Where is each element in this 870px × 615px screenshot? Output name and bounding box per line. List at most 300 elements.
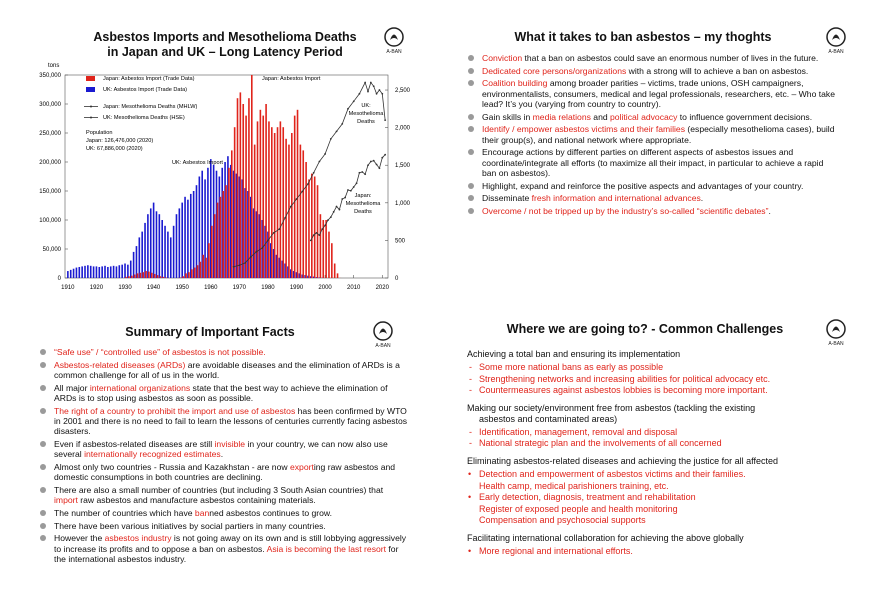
- uk-import-bar: [84, 266, 86, 278]
- japan-deaths-point: [333, 211, 335, 213]
- y-left-tick-label: 300,000: [39, 102, 61, 108]
- uk-import-bar: [124, 264, 126, 279]
- uk-import-bar: [167, 232, 169, 278]
- x-tick-label: 1920: [89, 285, 104, 291]
- japan-import-bar: [331, 243, 333, 278]
- item-text: with a strong will to achieve a ban on asbestos.: [626, 65, 809, 76]
- aban-logo-icon: [823, 317, 849, 347]
- japan-deaths-point: [370, 161, 372, 163]
- uk-deaths-point: [379, 89, 381, 91]
- uk-import-bar: [119, 265, 121, 278]
- item-text: Gain skills in: [482, 111, 533, 122]
- japan-import-bar: [148, 272, 150, 278]
- uk-import-bar: [81, 266, 83, 278]
- japan-import-bar: [154, 274, 156, 278]
- x-tick-label: 1990: [289, 285, 304, 291]
- item-text: is not going away on its own and is still lobbying aggressively to increase its profits and to oppose a ban on asbestos.: [54, 533, 407, 554]
- ban-asbestos-panel: [435, 0, 870, 307]
- ban-thought-item: [465, 53, 840, 63]
- item-text: (especially mesothelioma cases), build their group(s), and national network where appropriate.: [482, 124, 835, 145]
- japan-deaths-point: [376, 164, 378, 166]
- ban-thought-item: [465, 66, 840, 76]
- japan-import-bar: [185, 273, 187, 278]
- japan-deaths-point: [367, 164, 369, 166]
- item-text: ing raw asbestos and domestic consumptions in both countries are declining.: [54, 462, 396, 483]
- challenge-heading: Eliminating asbestos-related diseases and achieving the justice for all affected: [467, 455, 779, 466]
- japan-import-bar: [160, 276, 162, 278]
- japan-import-bar: [228, 168, 230, 278]
- fact-item: [37, 462, 409, 483]
- japan-deaths-point: [350, 190, 352, 192]
- svg-text:A-BAN: A-BAN: [386, 49, 402, 55]
- japan-import-bar: [260, 110, 262, 278]
- ban-thought-item: [465, 124, 840, 145]
- challenge-list: [467, 427, 857, 450]
- uk-import-bar: [150, 208, 152, 278]
- challenge-item: [467, 546, 857, 558]
- uk-import-bar: [101, 266, 103, 278]
- uk-import-bar: [121, 265, 123, 278]
- uk-deaths-point: [373, 85, 375, 87]
- japan-deaths-point: [324, 224, 326, 226]
- japan-import-bar: [211, 226, 213, 278]
- japan-deaths-point: [336, 206, 338, 208]
- japan-import-bar: [317, 185, 319, 278]
- japan-import-bar: [197, 265, 199, 278]
- japan-import-bar: [191, 269, 193, 278]
- japan-import-bar: [188, 272, 190, 278]
- ban-thought-item: [465, 206, 840, 216]
- uk-deaths-point: [284, 217, 286, 219]
- uk-deaths-annotation: Mesothelioma: [348, 111, 384, 117]
- legend-label: UK: Asbestos Import (Trade Data): [103, 87, 188, 93]
- japan-deaths-point: [373, 160, 375, 162]
- japan-deaths-point: [330, 216, 332, 218]
- uk-import-bar: [176, 214, 178, 278]
- challenge-item: [467, 492, 857, 527]
- japan-deaths-point: [359, 172, 361, 174]
- facts-panel: [0, 307, 435, 615]
- item-highlight: Conviction: [482, 53, 523, 63]
- item-text: .: [700, 193, 704, 204]
- uk-deaths-point: [233, 266, 235, 268]
- uk-import-annotation: UK: Asbestos Import: [172, 160, 223, 166]
- japan-import-bar: [137, 273, 139, 278]
- item-text: However the: [54, 533, 105, 544]
- item-text: All major: [54, 382, 90, 393]
- challenge-item: [467, 374, 857, 386]
- item-text: The number of countries which have: [54, 508, 195, 518]
- x-tick-label: 1980: [261, 285, 275, 291]
- item-text: ned asbestos continues to grow.: [209, 508, 333, 518]
- japan-import-bar: [274, 133, 276, 278]
- japan-import-bar: [217, 203, 219, 278]
- challenge-item-line: - National strategic plan and the involvements of all concerned: [479, 438, 722, 449]
- japan-import-bar: [305, 162, 307, 278]
- item-text: .: [220, 449, 224, 460]
- uk-deaths-point: [267, 240, 269, 242]
- challenge-item-line: Compensation and psychosocial supports: [479, 515, 646, 526]
- japan-import-bar: [131, 276, 133, 278]
- item-highlight: Dedicated core persons/organizations: [482, 65, 627, 76]
- japan-import-bar: [182, 276, 184, 278]
- fact-item: [37, 485, 409, 506]
- challenge-item-line: - Some more national bans as early as possible: [479, 362, 664, 372]
- item-text: state that the best way to achieve the elimination of ARDs is to stop using asbestos as soon as possible.: [54, 382, 388, 403]
- uk-import-bar: [190, 194, 192, 278]
- uk-deaths-point: [307, 183, 309, 185]
- x-tick-label: 1930: [118, 285, 132, 291]
- facts-list: [37, 347, 409, 567]
- japan-deaths-point: [310, 240, 312, 242]
- japan-import-bar: [282, 127, 284, 278]
- y-right-tick-label: 500: [395, 238, 406, 245]
- ban-thought-item: [465, 112, 840, 122]
- item-highlight: internationally recognized estimates: [84, 449, 221, 460]
- svg-text:A-BAN: A-BAN: [828, 49, 844, 55]
- japan-import-bar: [242, 104, 244, 278]
- uk-import-bar: [133, 252, 135, 278]
- item-highlight: political advocacy: [610, 111, 678, 122]
- uk-deaths-point: [278, 228, 280, 230]
- item-text: Disseminate: [482, 193, 532, 204]
- uk-deaths-point: [367, 91, 369, 93]
- uk-import-bar: [139, 237, 141, 278]
- japan-deaths-point: [344, 197, 346, 199]
- uk-import-bar: [127, 265, 129, 278]
- challenge-item-line: - Strengthening networks and increasing abilities for political advocacy etc.: [479, 373, 771, 384]
- challenges-panel-title: Where we are going to? - Common Challenges: [506, 322, 784, 336]
- japan-deaths-line: [311, 155, 385, 241]
- challenge-item: [467, 385, 857, 397]
- fact-item: [37, 383, 409, 404]
- uk-deaths-point: [341, 123, 343, 125]
- uk-import-bar: [107, 267, 109, 278]
- uk-deaths-point: [364, 82, 366, 84]
- y-left-tick-label: 250,000: [39, 131, 61, 137]
- uk-import-bar: [179, 208, 181, 278]
- japan-import-bar: [157, 275, 159, 278]
- japan-import-bar: [334, 264, 336, 279]
- japan-deaths-point: [364, 173, 366, 175]
- uk-import-bar: [141, 232, 143, 278]
- ban-thought-item: [465, 78, 840, 109]
- legend-marker: [90, 106, 92, 108]
- challenge-heading: Facilitating international collaboration for achieving the above globally: [467, 532, 744, 543]
- x-tick-label: 1940: [146, 285, 161, 291]
- challenge-list: [467, 362, 857, 397]
- population-japan: Japan: 126,476,000 (2020): [86, 138, 154, 144]
- japan-import-bar: [265, 104, 267, 278]
- japan-import-bar: [134, 275, 136, 278]
- japan-import-bar: [222, 191, 224, 278]
- x-tick-label: 2000: [318, 285, 332, 291]
- uk-import-bar: [90, 266, 92, 278]
- item-highlight: “Safe use” / “controlled use” of asbestos is not possible.: [54, 347, 266, 357]
- svg-text:A-BAN: A-BAN: [375, 343, 391, 349]
- challenge-item: [467, 469, 857, 492]
- uk-import-bar: [164, 226, 166, 278]
- japan-import-bar: [320, 214, 322, 278]
- fact-item: [37, 406, 409, 437]
- japan-import-bar: [248, 98, 250, 278]
- mesothelioma-chart: [0, 0, 435, 307]
- japan-import-bar: [285, 139, 287, 278]
- ban-thought-item: [465, 147, 840, 178]
- y-left-tick-label: 150,000: [39, 189, 61, 195]
- japan-import-bar: [202, 255, 204, 278]
- item-text: Almost only two countries - Russia and Kazakhstan - are now: [54, 462, 290, 472]
- legend-label: Japan: Asbestos Import (Trade Data): [103, 76, 195, 82]
- item-highlight: invisible: [214, 439, 246, 449]
- y-right-tick-label: 1,000: [395, 200, 411, 207]
- y-left-tick-label: 0: [57, 276, 61, 282]
- item-text: for the international asbestos industry.: [54, 543, 399, 564]
- japan-import-bar: [162, 277, 164, 278]
- uk-deaths-point: [244, 262, 246, 264]
- item-highlight: fresh information and international advances: [531, 193, 701, 204]
- japan-import-annotation: Japan: Asbestos Import: [262, 76, 321, 82]
- japan-import-bar: [297, 110, 299, 278]
- japan-import-bar: [302, 150, 304, 278]
- challenges-panel: [435, 307, 870, 615]
- uk-import-bar: [73, 269, 75, 278]
- uk-import-bar: [144, 223, 146, 278]
- japan-import-bar: [308, 179, 310, 278]
- japan-import-bar: [208, 243, 210, 278]
- item-text: has been confirmed by WTO in 2001 and there is no need to fail to learn the lessons of centuries currently facing asbestos disasters.: [54, 405, 408, 437]
- ban-thoughts-list: [465, 53, 840, 218]
- uk-import-bar: [161, 220, 163, 278]
- japan-deaths-point: [381, 157, 383, 159]
- japan-deaths-annotation: Deaths: [354, 209, 372, 215]
- y-unit-label: tons: [48, 63, 60, 69]
- japan-import-bar: [245, 116, 247, 278]
- japan-import-bar: [254, 145, 256, 278]
- item-text: There are also a small number of countries (but including 3 South Asian countries) that: [54, 485, 384, 495]
- japan-import-bar: [214, 214, 216, 278]
- uk-deaths-point: [384, 119, 386, 121]
- svg-text:A-BAN: A-BAN: [828, 341, 844, 347]
- japan-import-bar: [200, 262, 202, 278]
- japan-import-bar: [257, 121, 259, 278]
- uk-deaths-point: [336, 130, 338, 132]
- legend-swatch: [86, 87, 95, 92]
- japan-import-bar: [180, 277, 182, 278]
- item-text: Even if asbestos-related diseases are still: [54, 439, 215, 449]
- japan-import-bar: [237, 98, 239, 278]
- item-text: among broader parities – victims, trade unions, OSH campaigners, environmentalists, consumers, medical and legal professionals, researchers, etc. – Who take lead? It’s you (varying from country to country).: [482, 78, 835, 109]
- uk-import-bar: [159, 214, 161, 278]
- uk-deaths-point: [290, 206, 292, 208]
- legend-label: UK: Mesothelioma Deaths (HSE): [103, 115, 185, 121]
- item-text: and: [590, 111, 611, 122]
- uk-import-bar: [116, 266, 118, 278]
- item-highlight: ban: [194, 508, 210, 518]
- uk-import-bar: [184, 197, 186, 278]
- japan-deaths-point: [384, 154, 386, 156]
- uk-deaths-point: [330, 138, 332, 140]
- fact-item: [37, 508, 409, 518]
- uk-import-bar: [78, 267, 80, 278]
- japan-deaths-point: [313, 234, 315, 236]
- item-highlight: Overcome / not be tripped up by the industry’s so-called “scientific debates”: [482, 205, 769, 216]
- x-tick-label: 1950: [175, 285, 189, 291]
- item-text: that a ban on asbestos could save an enormous number of lives in the future.: [522, 53, 819, 63]
- japan-deaths-point: [339, 209, 341, 211]
- item-text: to influence government decisions.: [677, 111, 813, 122]
- japan-deaths-point: [379, 167, 381, 169]
- fact-item: [37, 521, 409, 531]
- japan-import-bar: [125, 277, 127, 278]
- uk-deaths-point: [273, 232, 275, 234]
- fact-item: [37, 533, 409, 564]
- uk-import-bar: [153, 203, 155, 278]
- y-left-tick-label: 100,000: [39, 218, 61, 224]
- item-text: are avoidable diseases and the elimination of ARDs is a common challenge for all of us in the world.: [54, 359, 400, 380]
- japan-import-bar: [268, 121, 270, 278]
- y-right-tick-label: 2,000: [395, 125, 411, 132]
- japan-import-bar: [145, 271, 147, 278]
- legend-marker: [90, 117, 92, 119]
- aban-logo-icon: [823, 25, 849, 55]
- japan-import-bar: [220, 197, 222, 278]
- item-highlight: international organizations: [89, 382, 191, 393]
- japan-import-bar: [271, 127, 273, 278]
- uk-deaths-point: [250, 256, 252, 258]
- item-highlight: Identify / empower asbestos victims and their families: [482, 124, 685, 135]
- challenge-item-line: • More regional and international efforts.: [479, 545, 633, 556]
- item-text: in your country, we can now also use several: [54, 439, 388, 460]
- y-right-tick-label: 0: [395, 276, 399, 282]
- japan-import-bar: [205, 258, 207, 278]
- japan-deaths-point: [353, 186, 355, 188]
- japan-import-bar: [280, 121, 282, 278]
- uk-deaths-point: [359, 93, 361, 95]
- uk-import-bar: [96, 266, 98, 278]
- japan-import-bar: [128, 276, 130, 278]
- chart-title-line2: in Japan and UK – Long Latency Period: [107, 45, 343, 59]
- y-left-tick-label: 50,000: [42, 247, 61, 253]
- uk-deaths-point: [376, 93, 378, 95]
- item-highlight: media relations: [532, 111, 591, 122]
- item-text: There have been various initiatives by social partiers in many countries.: [54, 520, 326, 531]
- item-text: .: [768, 205, 771, 216]
- japan-deaths-point: [347, 189, 349, 191]
- y-right-tick-label: 2,500: [395, 88, 411, 95]
- japan-import-bar: [142, 272, 144, 278]
- y-right-tick-label: 1,500: [395, 163, 411, 170]
- japan-import-bar: [300, 145, 302, 278]
- challenge-item-line: • Detection and empowerment of asbestos victims and their families.: [479, 468, 746, 479]
- japan-import-bar: [325, 220, 327, 278]
- challenge-item-line: Health camp, medical parishioners training, etc.: [479, 480, 669, 491]
- uk-deaths-point: [324, 153, 326, 155]
- uk-deaths-annotation: Deaths: [357, 119, 375, 125]
- uk-import-bar: [110, 266, 112, 278]
- chart-panel: [0, 0, 435, 307]
- uk-deaths-point: [261, 247, 263, 249]
- uk-import-bar: [147, 214, 149, 278]
- uk-import-bar: [187, 200, 189, 278]
- japan-deaths-point: [327, 219, 329, 221]
- y-left-tick-label: 350,000: [39, 73, 61, 79]
- japan-deaths-point: [361, 171, 363, 173]
- uk-import-bar: [193, 191, 195, 278]
- aban-logo-icon: [370, 319, 396, 349]
- japan-deaths-point: [356, 182, 358, 184]
- uk-deaths-point: [301, 191, 303, 193]
- japan-import-bar: [294, 116, 296, 278]
- challenge-item-line: Register of exposed people and health monitoring: [479, 503, 678, 514]
- population-title: Population: [86, 130, 113, 136]
- japan-deaths-point: [316, 232, 318, 234]
- uk-import-bar: [113, 266, 115, 278]
- challenge-item-line: - Identification, management, removal and disposal: [479, 426, 678, 437]
- uk-import-bar: [87, 265, 89, 278]
- challenge-item: [467, 438, 857, 450]
- y-left-tick-label: 200,000: [39, 160, 61, 166]
- japan-import-bar: [262, 116, 264, 278]
- challenge-item-line: - Countermeasures against asbestos lobbies is becoming more important.: [479, 385, 768, 396]
- japan-import-bar: [231, 150, 233, 278]
- uk-deaths-point: [256, 251, 258, 253]
- uk-import-bar: [130, 261, 132, 278]
- japan-import-bar: [328, 232, 330, 278]
- japan-import-bar: [225, 185, 227, 278]
- challenge-heading-cont: asbestos and contaminated areas): [479, 413, 618, 424]
- item-highlight: The right of a country to prohibit the import and use of asbestos: [54, 405, 296, 416]
- challenges-body: [467, 349, 857, 564]
- item-highlight: Asbestos-related diseases (ARDs): [54, 359, 186, 370]
- uk-deaths-point: [347, 108, 349, 110]
- japan-import-bar: [165, 277, 167, 278]
- item-text: raw asbestos and manufacture asbestos containing materials.: [77, 495, 316, 506]
- challenge-heading: Making our society/environment free from asbestos (tackling the existing: [467, 402, 756, 413]
- uk-import-bar: [104, 266, 106, 278]
- legend-swatch: [86, 76, 95, 81]
- japan-import-bar: [140, 273, 142, 278]
- uk-deaths-point: [296, 198, 298, 200]
- uk-import-bar: [99, 267, 101, 278]
- uk-import-bar: [181, 203, 183, 278]
- japan-deaths-point: [318, 234, 320, 236]
- challenge-list: [467, 469, 857, 527]
- item-highlight: Asia is becoming the last resort: [266, 543, 387, 554]
- japan-deaths-point: [341, 198, 343, 200]
- x-tick-label: 2010: [347, 285, 361, 291]
- item-text: Encourage actions by different parties on different aspects of asbestos issues and coordinate/integrate all efforts (to maximize all their impact, in particular to achieve a rapid ban on asbestos).: [482, 147, 824, 178]
- uk-deaths-point: [238, 264, 240, 266]
- ban-thought-item: [465, 181, 840, 191]
- uk-import-bar: [93, 266, 95, 278]
- uk-import-bar: [67, 271, 69, 278]
- japan-import-bar: [314, 177, 316, 279]
- challenge-heading: Achieving a total ban and ensuring its implementation: [467, 349, 681, 359]
- x-tick-label: 1970: [232, 285, 247, 291]
- ban-panel-title: What it takes to ban asbestos – my thoghts: [514, 30, 772, 44]
- x-tick-label: 1910: [61, 285, 75, 291]
- japan-import-bar: [311, 174, 313, 278]
- uk-import-bar: [156, 211, 158, 278]
- chart-title-line1: Asbestos Imports and Mesothelioma Deaths: [93, 30, 357, 44]
- uk-import-bar: [196, 185, 198, 278]
- uk-import-bar: [173, 226, 175, 278]
- population-uk: UK: 67,886,000 (2020): [86, 146, 143, 152]
- ban-thought-item: [465, 193, 840, 203]
- challenge-item: [467, 427, 857, 439]
- japan-import-bar: [240, 92, 242, 278]
